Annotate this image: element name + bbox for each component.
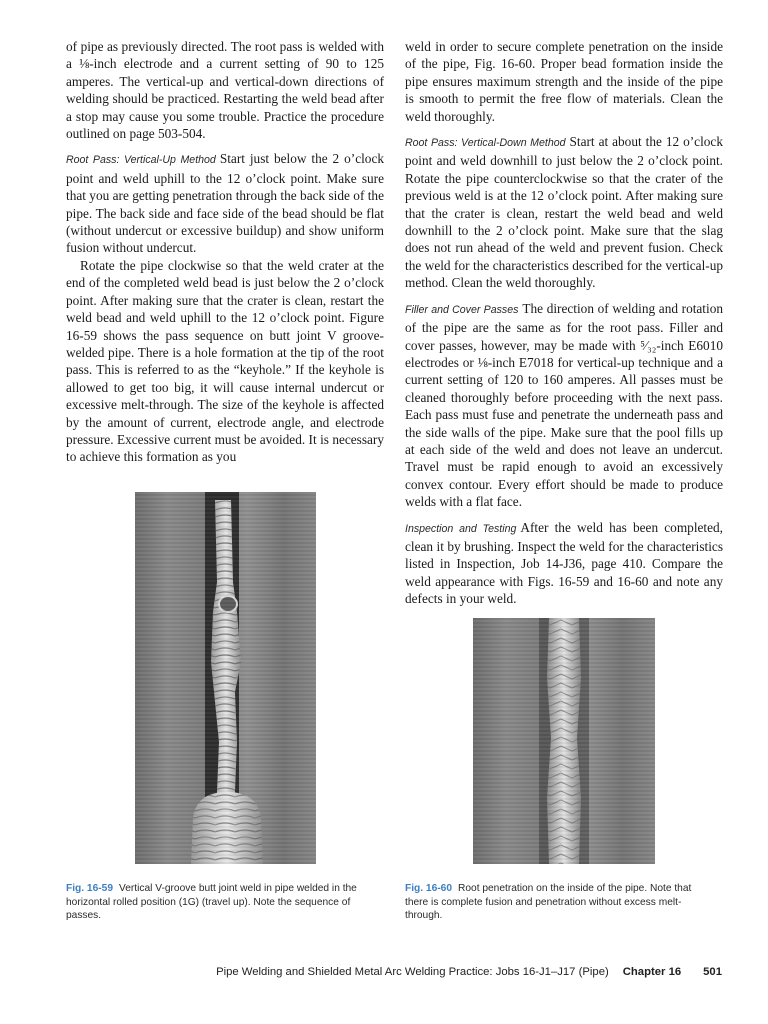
left-column: [66, 38, 384, 466]
right-paragraph-2: [405, 133, 723, 292]
right-paragraph-4: [405, 519, 723, 608]
heading-vertical-down: Root Pass: Vertical-Down Method: [405, 137, 566, 150]
figure-16-60-caption-text: Root penetration on the inside of the pipe. Note that there is complete fusion and penetration without excess melt-through.: [405, 883, 692, 922]
right-column: [405, 38, 723, 608]
root-penetration-illustration: [473, 618, 655, 864]
figure-16-60-label: Fig. 16-60: [405, 883, 452, 894]
right-paragraph-3: [405, 300, 723, 511]
heading-filler-cover: Filler and Cover Passes: [405, 303, 519, 316]
figure-16-59-photo: [135, 492, 316, 864]
inspection-text: After the weld has been completed, clean it by brushing. Inspect the weld for the characteristics listed in Inspection, Job 14-J36, page 410. Compare the weld appearance with Figs. 16-59 and 16-60 and note any defects in your weld.: [405, 519, 723, 607]
figure-16-60-caption: [405, 882, 705, 923]
page-number: 501: [703, 966, 722, 978]
left-paragraph-1: of pipe as previously directed. The root pass is welded with a ⅛-inch electrode and a current setting of 90 to 125 amperes. The vertical-up and vertical-down directions of welding should be practiced. Restarting the weld bead after a stop may cause you some trouble. Practice the procedure outlined on page 503-504.: [66, 39, 384, 142]
chapter-label: Chapter 16: [622, 966, 682, 978]
vertical-up-text: Start just below the 2 o’clock point and weld uphill to the 12 o’clock point. Make sure that you are getting penetration through the back side of the pipe. The back side and face side of the bead should be flat (without undercut or excessive buildup) and show uniform fusion without undercut.: [66, 151, 384, 256]
figure-16-59-caption: [66, 882, 384, 923]
weld-bead-illustration: [135, 492, 316, 864]
figure-16-60-photo: [473, 618, 655, 864]
left-paragraph-2: [66, 150, 384, 256]
vertical-down-text: Start at about the 12 o’clock point and weld downhill to just below the 2 o’clock point. Rotate the pipe counterclockwise so that the crater of the previous weld is at the 12 o’clock point. After making sure that the crater is clean, restart the weld bead and weld downhill to the 2 o’clock point. Make sure that the slag does not run ahead of the weld and prevent fusion. Check the weld for the characteristics described for the vertical-up method. Clean the weld thoroughly.: [405, 134, 723, 291]
heading-vertical-up: Root Pass: Vertical-Up Method: [66, 154, 216, 167]
left-paragraph-3: Rotate the pipe clockwise so that the weld crater at the end of the completed weld bead is just below the 2 o’clock point. After making sure that the crater is clean, restart the weld bead and weld uphill to the 12 o’clock point. Figure 16-59 shows the pass sequence on butt joint V groove-welded pipe. There is a hole formation at the tip of the root pass. This is referred to as the “keyhole.” If the keyhole is allowed to get too big, it will cause internal undercut or excessive melt-through. The size of the keyhole is affected by the amount of current, electrode angle, and electrode pressure. Excessive current must be avoided. It is necessary to achieve this formation as you: [66, 257, 384, 465]
right-paragraph-1: weld in order to secure complete penetration on the inside of the pipe, Fig. 16-60. Proper bead formation inside the pipe ensures maximum strength and the inside of the pipe is smooth to permit the free flow of materials. Clean the weld thoroughly.: [405, 39, 723, 124]
running-title: Pipe Welding and Shielded Metal Arc Welding Practice: Jobs 16-J1–J17 (Pipe): [216, 966, 609, 978]
heading-inspection: Inspection and Testing: [405, 522, 517, 535]
page-footer: [216, 966, 722, 978]
filler-cover-text: The direction of welding and rotation of the pipe are the same as for the root pass. Filler and cover passes, however, may be made with ⁵⁄₃₂-inch E6010 electrodes or ⅛-inch E7018 for vertical-up technique and a current setting of 120 to 160 amperes. All passes must be cleaned thoroughly before proceeding with the next pass. Each pass must fuse and penetrate the underneath pass and the side walls of the pipe. Make sure that the pool fills up at each side of the weld and does not leave an undercut. Travel must be rapid enough to avoid an excessively convex contour. Every effort should be made to produce welds with a flat face.: [405, 300, 723, 510]
figure-16-59-label: Fig. 16-59: [66, 883, 113, 894]
figure-16-59-caption-text: Vertical V-groove butt joint weld in pipe welded in the horizontal rolled position (1G) (travel up). Note the sequence of passes.: [66, 883, 357, 922]
